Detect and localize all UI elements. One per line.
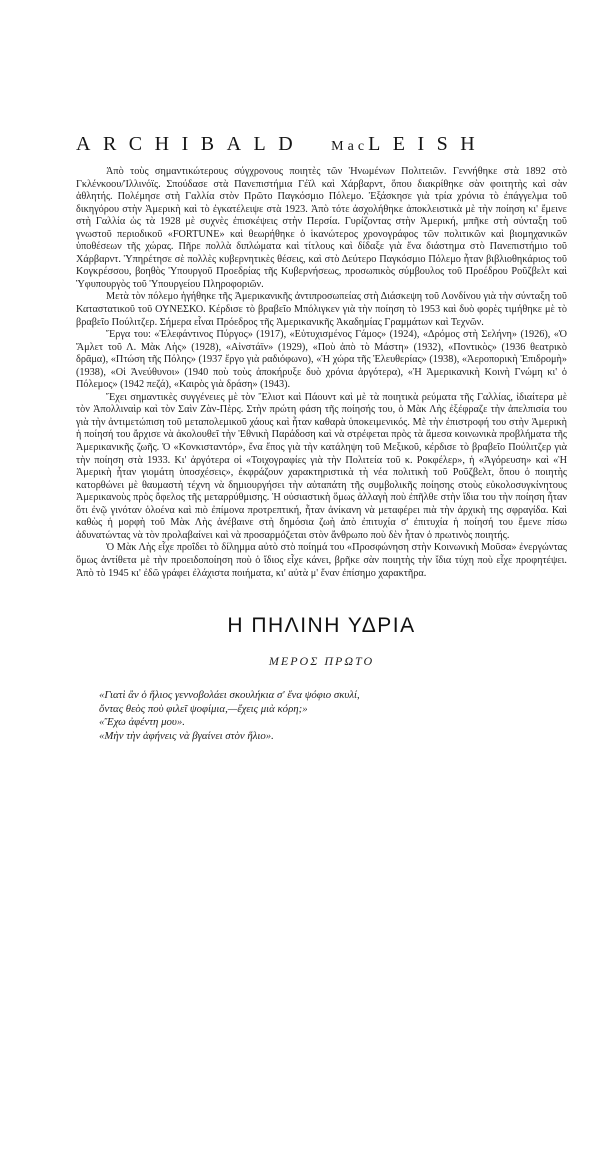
document-page	[0, 133, 614, 1157]
bio-paragraph: Ἔργα του: «Ἐλεφάντινος Πύργος» (1917), «Εὐτυχισμένος Γάμος» (1924), «Δρόμος στὴ Σελήνη» (1926), «Ὁ Ἄμλετ τοῦ Λ. Μὰκ Λὴς» (1928), «Αἰνστάϊν» (1929), «Ποὺ ἀπὸ τὸ Μάστη» (1932), «Ποντικὸς» (1936 θεατρικὸ δρᾶμα), «Πτώση τῆς Πόλης» (1937 ἔργο γιὰ ραδιόφωνο), «Ἡ χώρα τῆς Ἐλευθερίας» (1938), «Ἀεροπορικὴ Ἐπιδρομὴ» (1938), «Οἱ Ἀνεύθυνοι» (1940 ποὺ τοὺς ἀποκήρυξε δυὸ χρόνια ἀργότερα), «Ἡ Ἀμερικανικὴ Κοινὴ Γνώμη κι' ὁ Πόλεμος» (1942 πεζά), «Καιρὸς γιὰ δράση» (1943).	[76, 329, 567, 391]
verse-line: «Ἔχω ἀφέντη μου».	[99, 716, 185, 729]
poem-verse	[99, 689, 567, 743]
poem-part-heading: ΜΕΡΟΣ ΠΡΩΤΟ	[268, 654, 375, 669]
bio-paragraph: Μετὰ τὸν πόλεμο ἡγήθηκε τῆς Ἀμερικανικῆς ἀντιπροσωπείας στὴ Διάσκεψη τοῦ Λονδίνου γιὰ τὴν σύνταξη τοῦ Καταστατικοῦ τοῦ ΟΥΝΕΣΚΟ. Κέρδισε τὸ βραβεῖο Μπόλιγκεν γιὰ τὴν ποίηση τὸ 1953 καὶ δυὸ φορὲς τιμήθηκε μὲ τὸ βραβεῖο Πούλιτζερ. Σήμερα εἶναι Πρόεδρος τῆς Ἀμερικανικῆς Ἀκαδημίας Γραμμάτων καὶ Τεχνῶν.	[76, 291, 567, 328]
author-first-name: ARCHIBALD	[76, 133, 306, 155]
poem-title: Η ΠΗΛΙΝΗ ΥΔΡΙΑ	[227, 614, 416, 638]
author-name-prefix: Mac	[331, 139, 369, 154]
bio-paragraph: Ἔχει σημαντικὲς συγγένειες μὲ τὸν Ἔλιοτ καὶ Πάουντ καὶ μὲ τὰ ποιητικὰ ρεύματα τῆς Γαλλίας, ἰδιαίτερα μὲ τὸν Ἀπολλιναὶρ καὶ τὸν Σαὶν Ζὰν-Πὲρς. Στὴν πρώτη φάση τῆς ποίησής του, ὁ Μὰκ Λὴς ἐξέφραζε τὴν ἀπελπισία του γιὰ τὴν ἀντιμετώπιση τοῦ μεταπολεμικοῦ χάους καὶ ἦταν καθαρὰ ὑποκειμενικός. Μὲ τὴν ἐπιστροφή του στὴν Ἀμερικὴ ἡ ποίησή του ἄρχισε νὰ ἀκολουθεῖ τὴν Ἐθνικὴ Παράδοση καὶ νὰ στρέφεται πρὸς τὰ ἄμεσα κοινωνικὰ προβλήματα τῆς Ἀμερικανικῆς ζωῆς. Ὁ «Κονκισταντόρ», ἔνα ἔπος γιὰ τὴν κατάληψη τοῦ Μεξικοῦ, κέρδισε τὸ βραβεῖο Πούλιτζερ γιὰ τὴν ποίηση στὰ 1933. Κι' ἀργότερα οἱ «Τοιχογραφίες γιὰ τὴν Πολιτεία τοῦ κ. Ροκφέλερ», ἡ «Ἀγόρευση» καὶ «Ἡ Ἀμερικὴ ἦταν γιομάτη ὑποσχέσεις», ἐκφράζουν χαρακτηριστικὰ τὴ νέα πολιτικὴ τοῦ Ροῦζβελτ, ὅπου ὁ ποιητὴς κατορθώνει μὲ θαυμαστὴ τέχνη νὰ δημιουργήσει τὴν αὐταπάτη τῆς συμβολικῆς ποίησης στοὺς εὐκολοσυγκίνητους Ἀμερικανοὺς πρὸς ὄφελος τῆς μεταρρύθμισης. Ἡ οὐσιαστικὴ ὅμως ἀλλαγὴ ποὺ ἐπῆλθε στὴν ἴδια του τὴν ποίηση ἦταν ὅτι ἐνῷ γινόταν ὁλοένα καὶ πιὸ ἐπίμονα προτρεπτική, ἦταν ἀνίκανη νὰ μεταφέρει πιὰ τὴν ἀρχικὴ της σφραγίδα. Καὶ καθὼς ἡ μορφὴ τοῦ Μὰκ Λὴς ἀνέβαινε στὴ δημόσια ζωὴ ἀπὸ ἐπιτυχία σ' ἐπιτυχία ἡ ποίησή του ἔμενε πίσω ἀδυνατώντας νὰ τὸν προλαβαίνει καὶ νὰ προσαρμόζεται στὸν ἄνθρωπο ποὺ δὲν ἦταν ὁ πρωτινὸς ποιητής.	[76, 391, 567, 541]
verse-line: ὄντας θεὸς ποὺ φιλεῖ ψοφίμια,—ἔχεις μιὰ κόρη;»	[99, 702, 308, 715]
verse-line: «Μὴν τὴν ἀφήνεις νὰ βγαίνει στὸν ἥλιο».	[99, 729, 274, 742]
author-last-name: LEISH	[368, 133, 488, 155]
author-name	[76, 133, 567, 156]
biography	[76, 166, 567, 580]
bio-paragraph: Ἀπὸ τοὺς σημαντικώτερους σύγχρονους ποιητὲς τῶν Ἡνωμένων Πολιτειῶν. Γεννήθηκε στὰ 1892 στὸ Γκλένκοου/Ἰλλινόϊς. Σπούδασε στὰ Πανεπιστήμια Γέϊλ καὶ Χάρβαρντ, ὅπου διακρίθηκε σὰν φοιτητὴς καὶ σὰν ἀθλητής. Πολέμησε στὴ Γαλλία στὸν Πρῶτο Παγκόσμιο Πόλεμο. Ἐξάσκησε γιὰ τρία χρόνια τὸ ἐπάγγελμα τοῦ δικηγόρου στὴν Ἀμερικὴ καὶ τὸ ἐγκατέλειψε στὰ 1923. Ἀπὸ τότε ἀσχολήθηκε ἀποκλειστικὰ μὲ τὴν ποίηση κι' ἔμεινε στὴ Γαλλία ὡς τὰ 1928 μὲ συχνὲς ἐπισκέψεις στὴν Περσία. Γυρίζοντας στὴν Ἀμερική, μπῆκε στὴ σύνταξη τοῦ γνωστοῦ περιοδικοῦ «FORTUNE» καὶ θεωρήθηκε ὁ ἱκανώτερος χρονογράφος τῶν πολιτικῶν καὶ βιομηχανικῶν ὑποθέσεων τῆς χώρας. Πῆρε πολλὰ διπλώματα καὶ τίτλους καὶ δίδαξε γιὰ ἕνα διάστημα στὸ Πανεπιστήμιο τοῦ Χάρβαρντ. Ὑπηρέτησε σὲ πολλὲς κυβερνητικὲς θέσεις, καὶ στὸ Δεύτερο Παγκόσμιο Πόλεμο ἦταν βιβλιοθηκάριος τοῦ Κογκρέσσου, βοηθὸς Ὑπουργοῦ Προεδρίας τῆς Κυβερνήσεως, προσωπικὸς σύμβουλος τοῦ Προέδρου Ροῦζβελτ καὶ Ὑφυπουργὸς τοῦ Ὑπουργείου Πληροφοριῶν.	[76, 166, 567, 290]
bio-paragraph: Ὁ Μὰκ Λὴς εἶχε προΐδει τὸ δίλημμα αὐτὸ στὸ ποίημά του «Προσφώνηση στὴν Κοινωνικὴ Μοῦσα» ἐνεργώντας ὅμως ἀντίθετα μὲ τὴν προειδοποίηση ποὺ ὁ ἴδιος εἶχε κάνει, βρῆκε σὰν ποιητὴς τὴν ἴδια τύχη ποὺ εἶχε προφητέψει. Ἀπὸ τὸ 1945 κι' ἐδῶ γράφει ἐλάχιστα ποιήματα, κι' αὐτὰ μ' ἕναν ἐπίσημο χαρακτῆρα.	[76, 542, 567, 579]
verse-line: «Γιατὶ ἂν ὁ ἥλιος γεννοβολάει σκουλήκια σ' ἕνα ψόφιο σκυλί,	[99, 689, 360, 702]
